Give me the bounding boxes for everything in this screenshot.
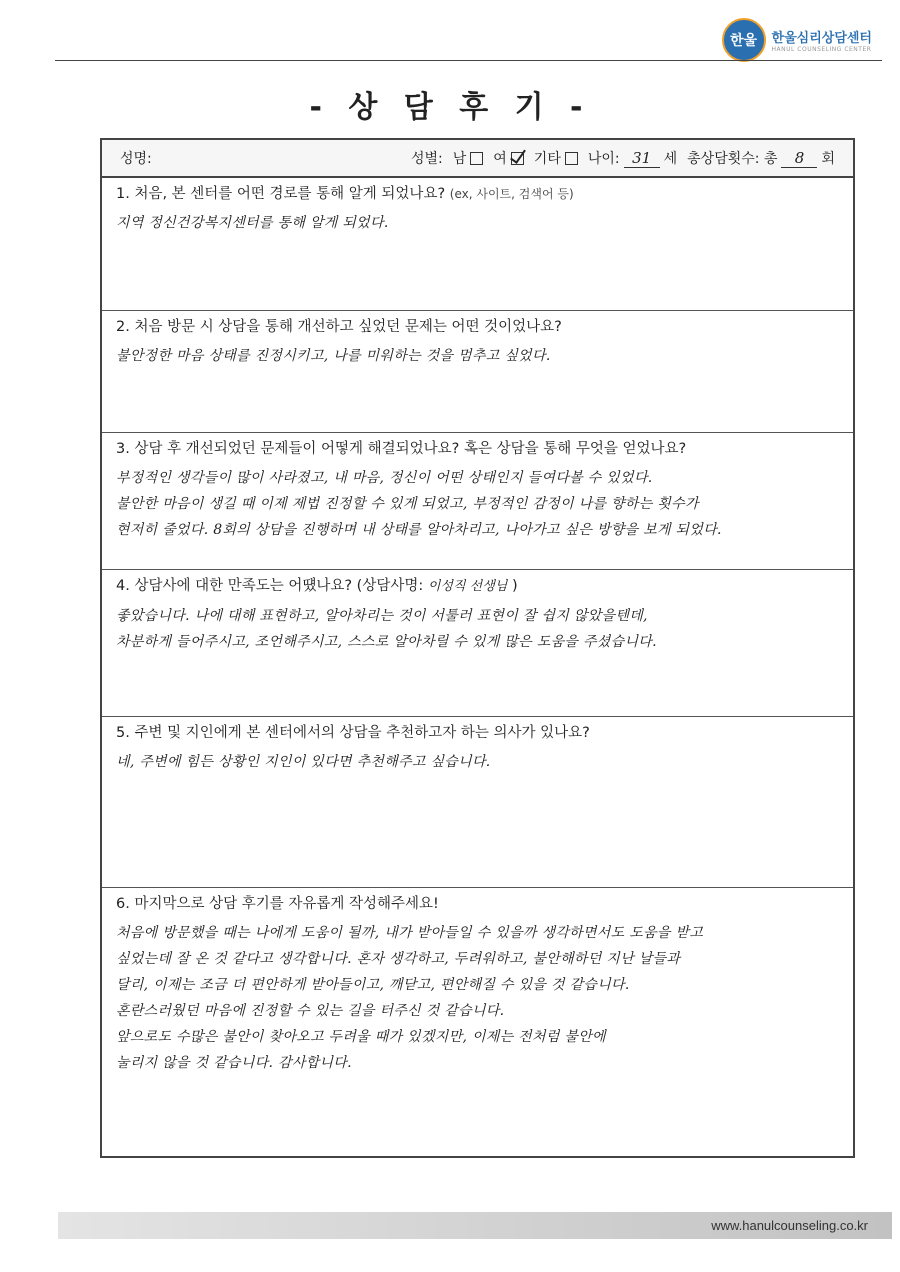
answer-line: 불안정한 마음 상태를 진정시키고, 나를 미워하는 것을 멈추고 싶었다. [116,348,551,364]
age-unit: 세 [663,151,678,167]
answer-line: 불안한 마음이 생길 때 이제 제법 진정할 수 있게 되었고, 부정적인 감정이 나를 향하는 횟수가 [116,496,699,512]
gender-female-label: 여 [493,151,507,167]
logo-mark: 한울 [722,18,766,62]
counselor-name: 이성직 선생님 [427,579,508,594]
footer-bar [58,1212,892,1239]
center-logo [722,18,872,62]
footer-url: www.hanulcounseling.co.kr [711,1218,868,1233]
answer-line: 부정적인 생각들이 많이 사라졌고, 내 마음, 정신이 어떤 상태인지 들여다볼 수 있었다. [116,470,653,486]
age-field [588,148,677,168]
answer-line: 현저히 줄었다. 8회의 상담을 진행하며 내 상태를 알아차리고, 나아가고 싶은 방향을 보게 되었다. [116,522,722,538]
section-1 [102,178,853,311]
answer-3 [116,465,839,543]
top-divider [55,60,882,61]
page-title: - 상 담 후 기 - [309,90,591,125]
answer-6 [116,920,839,1076]
gender-male-checkbox [470,152,483,165]
question-4 [116,576,839,597]
question-4-close: ) [511,578,518,594]
name-label: 성명: [120,151,152,167]
question-1-text: 1. 처음, 본 센터를 어떤 경로를 통해 알게 되었나요? [116,186,446,202]
answer-4 [116,603,839,655]
question-3: 3. 상담 후 개선되었던 문제들이 어떻게 해결되었나요? 혹은 상담을 통해 무엇을 얻었나요? [116,441,687,457]
form-header-row [102,140,853,178]
answer-line: 지역 정신건강복지센터를 통해 알게 되었다. [116,215,389,231]
answer-line: 처음에 방문했을 때는 나에게 도움이 될까, 내가 받아들일 수 있을까 생각하면서도 도움을 받고 [116,925,704,941]
gender-label: 성별: [410,151,443,167]
age-label: 나이: [587,151,620,167]
age-value: 31 [624,149,660,168]
gender-other-option [534,148,578,168]
sessions-value: 8 [781,149,817,168]
section-2 [102,311,853,433]
answer-line: 앞으로도 수많은 불안이 찾아오고 두려울 때가 있겠지만, 이제는 전처럼 불안에 [116,1029,606,1045]
answer-line: 싶었는데 잘 온 것 같다고 생각합니다. 혼자 생각하고, 두려워하고, 불안해하던 지난 날들과 [116,951,681,967]
gender-male-option [453,148,484,168]
logo-subtitle: HANUL COUNSELING CENTER [771,46,872,53]
section-4 [102,570,853,717]
question-6: 6. 마지막으로 상담 후기를 자유롭게 작성해주세요! [116,896,439,912]
sessions-field [687,148,835,168]
answer-1 [116,210,839,236]
answer-line: 달리, 이제는 조금 더 편안하게 받아들이고, 깨닫고, 편안해질 수 있을 것 같습니다. [116,977,630,993]
question-1-hint: (ex, 사이트, 검색어 등) [449,187,574,201]
sessions-label: 총상담횟수: 총 [687,151,778,167]
logo-name: 한울심리상담센터 [771,31,872,46]
question-1 [116,184,839,204]
answer-line: 눌리지 않을 것 같습니다. 감사합니다. [116,1055,352,1071]
question-5: 5. 주변 및 지인에게 본 센터에서의 상담을 추천하고자 하는 의사가 있나요? [116,725,590,741]
gender-male-label: 남 [452,151,467,167]
section-3 [102,433,853,570]
gender-female-option [493,148,524,168]
answer-line: 차분하게 들어주시고, 조언해주시고, 스스로 알아차릴 수 있게 많은 도움을 주셨습니다. [116,634,657,650]
answer-line: 좋았습니다. 나에 대해 표현하고, 알아차리는 것이 서툴러 표현이 잘 쉽지 않았을텐데, [116,608,648,624]
answer-line: 네, 주변에 힘든 상황인 지인이 있다면 추천해주고 싶습니다. [116,754,491,770]
answer-2 [116,343,839,369]
review-form [100,138,855,1158]
section-6 [102,888,853,1158]
answer-5 [116,749,839,775]
section-5 [102,717,853,888]
gender-female-checkbox [511,152,524,165]
gender-other-label: 기타 [533,151,561,167]
question-2: 2. 처음 방문 시 상담을 통해 개선하고 싶었던 문제는 어떤 것이었나요? [116,319,562,335]
sessions-unit: 회 [821,151,835,167]
gender-other-checkbox [565,152,578,165]
question-4-text: 4. 상담사에 대한 만족도는 어떘나요? (상담사명: [116,578,424,594]
answer-line: 혼란스러웠던 마음에 진정할 수 있는 길을 터주신 것 같습니다. [116,1003,505,1019]
